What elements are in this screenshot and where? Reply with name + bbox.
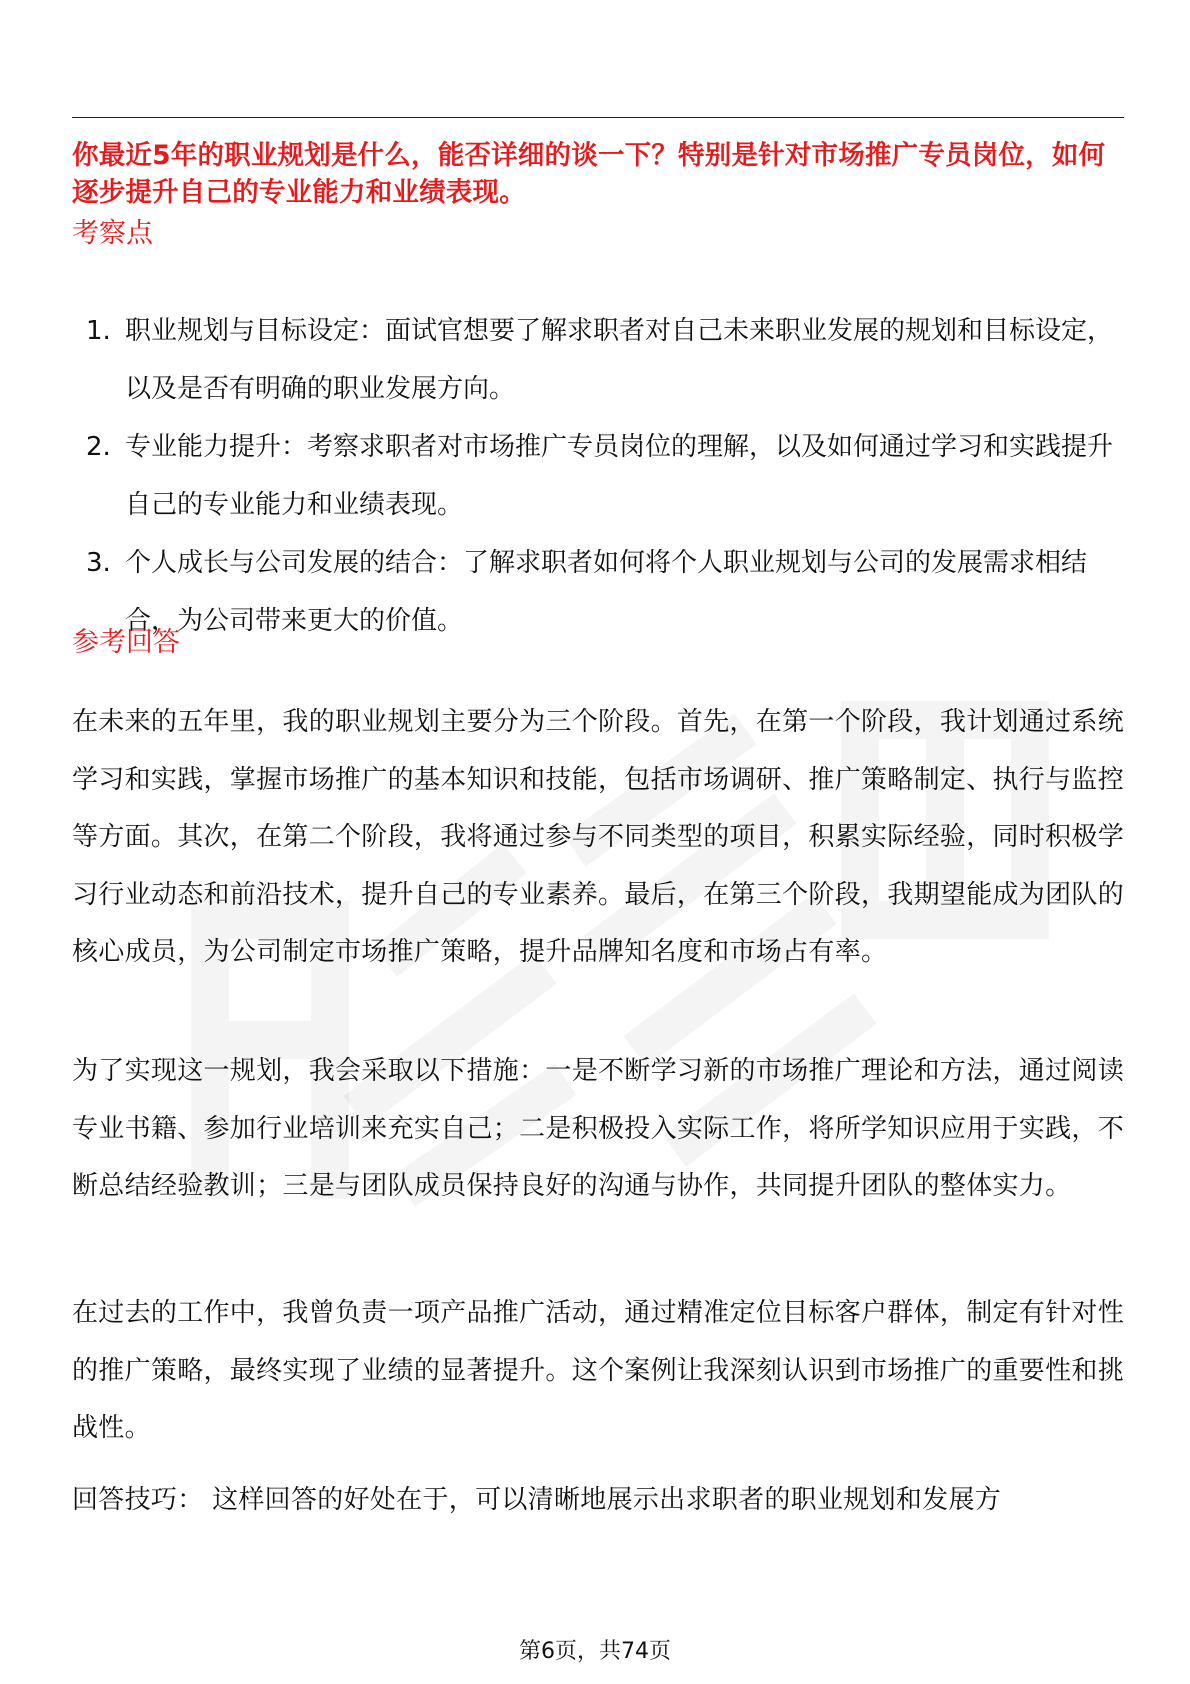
points-list xyxy=(72,302,1124,650)
points-section-title: 考察点 xyxy=(72,218,153,249)
answer-section-title: 参考回答 xyxy=(72,627,180,658)
list-item xyxy=(72,418,1124,534)
list-item xyxy=(72,302,1124,418)
list-item-text: 专业能力提升：考察求职者对市场推广专员岗位的理解，以及如何通过学习和实践提升自己的专业能力和业绩表现。 xyxy=(125,432,1114,520)
answer-paragraph: 在未来的五年里，我的职业规划主要分为三个阶段。首先，在第一个阶段，我计划通过系统学习和实践，掌握市场推广的基本知识和技能，包括市场调研、推广策略制定、执行与监控等方面。其次，在第二个阶段，我将通过参与不同类型的项目，积累实际经验，同时积极学习行业动态和前沿技术，提升自己的专业素养。最后，在第三个阶段，我期望能成为团队的核心成员，为公司制定市场推广策略，提升品牌知名度和市场占有率。 xyxy=(72,707,1125,967)
answer-paragraph: 为了实现这一规划，我会采取以下措施：一是不断学习新的市场推广理论和方法，通过阅读专业书籍、参加行业培训来充实自己；二是积极投入实际工作，将所学知识应用于实践，不断总结经验教训；三是与团队成员保持良好的沟通与协作，共同提升团队的整体实力。 xyxy=(72,1056,1125,1201)
document-page xyxy=(72,0,1124,1684)
answer-tips: 回答技巧： 这样回答的好处在于，可以清晰地展示出求职者的职业规划和发展方 xyxy=(72,1485,1002,1515)
list-item xyxy=(72,534,1124,650)
list-item-number: 3. xyxy=(86,548,111,578)
page-number-footer: 第6页，共74页 xyxy=(519,1639,671,1664)
list-item-text: 职业规划与目标设定：面试官想要了解求职者对自己未来职业发展的规划和目标设定，以及是否有明确的职业发展方向。 xyxy=(125,316,1114,404)
answer-paragraph: 在过去的工作中，我曾负责一项产品推广活动，通过精准定位目标客户群体，制定有针对性的推广策略，最终实现了业绩的显著提升。这个案例让我深刻认识到市场推广的重要性和挑战性。 xyxy=(72,1298,1125,1443)
list-item-text: 个人成长与公司发展的结合：了解求职者如何将个人职业规划与公司的发展需求相结合，为公司带来更大的价值。 xyxy=(125,548,1088,636)
list-item-number: 1. xyxy=(86,316,111,346)
list-item-number: 2. xyxy=(86,432,111,462)
question-heading: 你最近5年的职业规划是什么，能否详细的谈一下？特别是针对市场推广专员岗位，如何逐步提升自己的专业能力和业绩表现。 xyxy=(72,140,1106,208)
top-divider xyxy=(72,117,1124,118)
